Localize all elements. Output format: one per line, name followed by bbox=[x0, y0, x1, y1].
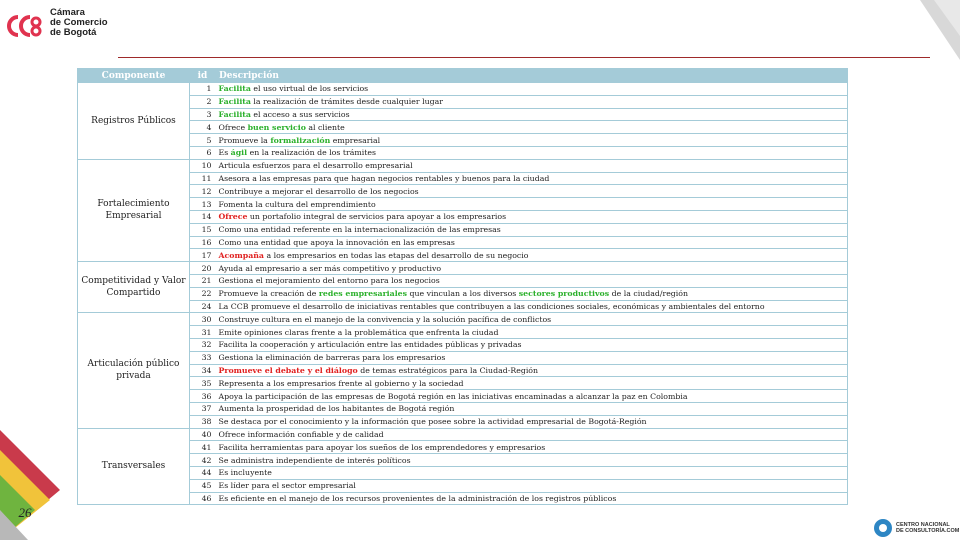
component-cell: Competitividad y Valor Compartido bbox=[78, 262, 190, 313]
header-componente: Componente bbox=[78, 69, 190, 83]
component-cell: Registros Públicos bbox=[78, 83, 190, 160]
description-text: Construye cultura en el manejo de la convivencia y la solución pacífica de conflictos bbox=[218, 314, 552, 324]
id-cell: 41 bbox=[190, 441, 216, 454]
description-cell bbox=[216, 428, 848, 441]
description-cell bbox=[216, 198, 848, 211]
description-cell bbox=[216, 415, 848, 428]
table-row bbox=[78, 185, 848, 198]
description-text: Facilita la cooperación y articulación entre las entidades públicas y privadas bbox=[218, 340, 522, 350]
description-text: Como una entidad referente en la internacionalización de las empresas bbox=[218, 225, 501, 235]
description-text: Articula esfuerzos para el desarrollo empresarial bbox=[218, 161, 413, 171]
logo-line-1: Cámara bbox=[50, 7, 85, 18]
id-cell: 37 bbox=[190, 402, 216, 415]
description-text: Promueve la bbox=[218, 135, 271, 145]
id-cell: 36 bbox=[190, 390, 216, 403]
description-cell bbox=[216, 441, 848, 454]
description-text: el acceso a sus servicios bbox=[250, 109, 350, 119]
description-text: Ofrece bbox=[218, 122, 248, 132]
description-cell bbox=[216, 377, 848, 390]
id-cell: 5 bbox=[190, 134, 216, 147]
table-row bbox=[78, 287, 848, 300]
id-cell: 40 bbox=[190, 428, 216, 441]
id-cell: 13 bbox=[190, 198, 216, 211]
ccb-logo bbox=[6, 8, 116, 42]
description-cell bbox=[216, 454, 848, 467]
highlighted-text: Facilita bbox=[218, 84, 251, 94]
highlighted-text: Promueve el debate y el diálogo bbox=[218, 365, 358, 375]
description-cell bbox=[216, 390, 848, 403]
description-cell bbox=[216, 95, 848, 108]
table-row bbox=[78, 210, 848, 223]
description-cell bbox=[216, 351, 848, 364]
table-row bbox=[78, 198, 848, 211]
description-text: Emite opiniones claras frente a la problemática que enfrenta la ciudad bbox=[218, 327, 499, 337]
description-cell bbox=[216, 249, 848, 262]
description-text: Fomenta la cultura del emprendimiento bbox=[218, 199, 376, 209]
page-number: 26 bbox=[18, 505, 32, 520]
highlighted-text: ágil bbox=[230, 148, 248, 158]
table-row bbox=[78, 326, 848, 339]
highlighted-text: formalización bbox=[270, 135, 331, 145]
description-text: al cliente bbox=[305, 122, 345, 132]
description-text: un portafolio integral de servicios para apoyar a los empresarios bbox=[247, 212, 507, 222]
table-row bbox=[78, 146, 848, 159]
description-cell bbox=[216, 338, 848, 351]
description-text: Es bbox=[218, 148, 231, 158]
id-cell: 4 bbox=[190, 121, 216, 134]
highlighted-text: Facilita bbox=[218, 109, 251, 119]
description-text: Contribuye a mejorar el desarrollo de los negocios bbox=[218, 186, 419, 196]
description-text: Gestiona la eliminación de barreras para los empresarios bbox=[218, 353, 446, 363]
highlighted-text: Ofrece bbox=[218, 212, 248, 222]
description-cell bbox=[216, 326, 848, 339]
description-cell bbox=[216, 364, 848, 377]
description-cell bbox=[216, 121, 848, 134]
description-text: de temas estratégicos para la Ciudad-Región bbox=[357, 365, 539, 375]
table-row bbox=[78, 492, 848, 505]
description-text: en la realización de los trámites bbox=[247, 148, 377, 158]
table-row bbox=[78, 134, 848, 147]
id-cell: 20 bbox=[190, 262, 216, 275]
table-row bbox=[78, 121, 848, 134]
table-row bbox=[78, 351, 848, 364]
header-divider bbox=[118, 57, 930, 58]
table-row bbox=[78, 108, 848, 121]
id-cell: 35 bbox=[190, 377, 216, 390]
id-cell: 17 bbox=[190, 249, 216, 262]
highlighted-text: redes empresariales bbox=[318, 289, 408, 299]
id-cell: 6 bbox=[190, 146, 216, 159]
id-cell: 46 bbox=[190, 492, 216, 505]
description-text: Se administra independiente de interés políticos bbox=[218, 455, 411, 465]
highlighted-text: buen servicio bbox=[247, 122, 306, 132]
description-text: Promueve la creación de bbox=[218, 289, 319, 299]
table-row bbox=[78, 415, 848, 428]
logo-line-3: de Bogotá bbox=[50, 27, 97, 38]
description-text: el uso virtual de los servicios bbox=[250, 84, 369, 94]
description-text: La CCB promueve el desarrollo de iniciativas rentables que contribuyen a las condiciones sociales, económicas y ambientales del entorno bbox=[218, 301, 765, 311]
highlighted-text: Acompaña bbox=[218, 250, 264, 260]
table-body bbox=[78, 83, 848, 505]
description-cell bbox=[216, 159, 848, 172]
description-text: Se destaca por el conocimiento y la información que posee sobre la actividad empresarial de Bogotá-Región bbox=[218, 417, 647, 427]
id-cell: 1 bbox=[190, 83, 216, 96]
id-cell: 10 bbox=[190, 159, 216, 172]
table-row bbox=[78, 95, 848, 108]
table-row bbox=[78, 262, 848, 275]
cnc-line-1: CENTRO NACIONAL bbox=[896, 521, 950, 528]
header-descripcion: Descripción bbox=[216, 69, 848, 83]
description-cell bbox=[216, 402, 848, 415]
cnc-logo-icon bbox=[874, 519, 892, 537]
header-id: id bbox=[190, 69, 216, 83]
id-cell: 33 bbox=[190, 351, 216, 364]
description-text: la realización de trámites desde cualquier lugar bbox=[250, 97, 443, 107]
id-cell: 11 bbox=[190, 172, 216, 185]
description-text: Es incluyente bbox=[218, 468, 272, 478]
logo-line-2: de Comercio bbox=[50, 17, 108, 28]
table-row bbox=[78, 249, 848, 262]
description-text: Gestiona el mejoramiento del entorno para los negocios bbox=[218, 276, 440, 286]
description-cell bbox=[216, 223, 848, 236]
id-cell: 44 bbox=[190, 466, 216, 479]
description-cell bbox=[216, 172, 848, 185]
description-cell bbox=[216, 479, 848, 492]
description-cell bbox=[216, 210, 848, 223]
description-text: Apoya la participación de las empresas de Bogotá región en las iniciativas encaminadas a alcanzar la paz en Colombia bbox=[218, 391, 688, 401]
table-row bbox=[78, 390, 848, 403]
id-cell: 22 bbox=[190, 287, 216, 300]
description-text: Ayuda al empresario a ser más competitivo y productivo bbox=[218, 263, 442, 273]
id-cell: 34 bbox=[190, 364, 216, 377]
description-cell bbox=[216, 236, 848, 249]
description-text: a los empresarios en todas las etapas del desarrollo de su negocio bbox=[263, 250, 529, 260]
table-row bbox=[78, 236, 848, 249]
cnc-line-2: DE CONSULTORÍA.COM bbox=[896, 528, 960, 534]
description-text: Es líder para el sector empresarial bbox=[218, 481, 356, 491]
id-cell: 24 bbox=[190, 300, 216, 313]
component-cell: Transversales bbox=[78, 428, 190, 505]
corner-decoration-top-right bbox=[900, 0, 960, 80]
table-row bbox=[78, 159, 848, 172]
description-cell bbox=[216, 185, 848, 198]
table-row bbox=[78, 454, 848, 467]
component-cell: Fortalecimiento Empresarial bbox=[78, 159, 190, 261]
table-row bbox=[78, 223, 848, 236]
description-text: Ofrece información confiable y de calidad bbox=[218, 429, 384, 439]
id-cell: 21 bbox=[190, 274, 216, 287]
description-cell bbox=[216, 274, 848, 287]
id-cell: 2 bbox=[190, 95, 216, 108]
corner-decoration-bottom-left bbox=[0, 420, 70, 540]
description-cell bbox=[216, 146, 848, 159]
table-header-row bbox=[78, 69, 848, 83]
highlighted-text: Facilita bbox=[218, 97, 251, 107]
description-cell bbox=[216, 287, 848, 300]
description-text: de la ciudad/región bbox=[609, 289, 689, 299]
description-cell bbox=[216, 300, 848, 313]
description-cell bbox=[216, 262, 848, 275]
id-cell: 31 bbox=[190, 326, 216, 339]
table-row bbox=[78, 274, 848, 287]
id-cell: 14 bbox=[190, 210, 216, 223]
id-cell: 38 bbox=[190, 415, 216, 428]
description-cell bbox=[216, 492, 848, 505]
description-text: Representa a los empresarios frente al gobierno y la sociedad bbox=[218, 378, 464, 388]
table-row bbox=[78, 172, 848, 185]
id-cell: 15 bbox=[190, 223, 216, 236]
table-row bbox=[78, 402, 848, 415]
table-row bbox=[78, 313, 848, 326]
ccb-logo-mark-icon bbox=[6, 14, 44, 40]
description-text: Asesora a las empresas para que hagan negocios rentables y buenos para la ciudad bbox=[218, 173, 550, 183]
table-row bbox=[78, 479, 848, 492]
id-cell: 42 bbox=[190, 454, 216, 467]
description-cell bbox=[216, 134, 848, 147]
cnc-logo bbox=[874, 519, 959, 537]
description-cell bbox=[216, 83, 848, 96]
description-text: empresarial bbox=[330, 135, 381, 145]
table-row bbox=[78, 441, 848, 454]
id-cell: 12 bbox=[190, 185, 216, 198]
id-cell: 3 bbox=[190, 108, 216, 121]
id-cell: 32 bbox=[190, 338, 216, 351]
id-cell: 30 bbox=[190, 313, 216, 326]
description-text: que vinculan a los diversos bbox=[407, 289, 519, 299]
table-row bbox=[78, 300, 848, 313]
description-text: Facilita herramientas para apoyar los sueños de los emprendedores y empresarios bbox=[218, 442, 546, 452]
table-row bbox=[78, 364, 848, 377]
id-cell: 45 bbox=[190, 479, 216, 492]
components-table bbox=[77, 68, 848, 505]
component-cell: Articulación público privada bbox=[78, 313, 190, 428]
table-row bbox=[78, 83, 848, 96]
description-cell bbox=[216, 108, 848, 121]
description-text: Aumenta la prosperidad de los habitantes de Bogotá región bbox=[218, 404, 455, 414]
table-row bbox=[78, 338, 848, 351]
table-row bbox=[78, 377, 848, 390]
description-text: Es eficiente en el manejo de los recursos provenientes de la administración de los registros públicos bbox=[218, 493, 617, 503]
id-cell: 16 bbox=[190, 236, 216, 249]
description-text: Como una entidad que apoya la innovación en las empresas bbox=[218, 237, 455, 247]
description-cell bbox=[216, 313, 848, 326]
description-cell bbox=[216, 466, 848, 479]
table-row bbox=[78, 466, 848, 479]
highlighted-text: sectores productivos bbox=[518, 289, 610, 299]
ccb-logo-text bbox=[50, 8, 108, 38]
table-row bbox=[78, 428, 848, 441]
